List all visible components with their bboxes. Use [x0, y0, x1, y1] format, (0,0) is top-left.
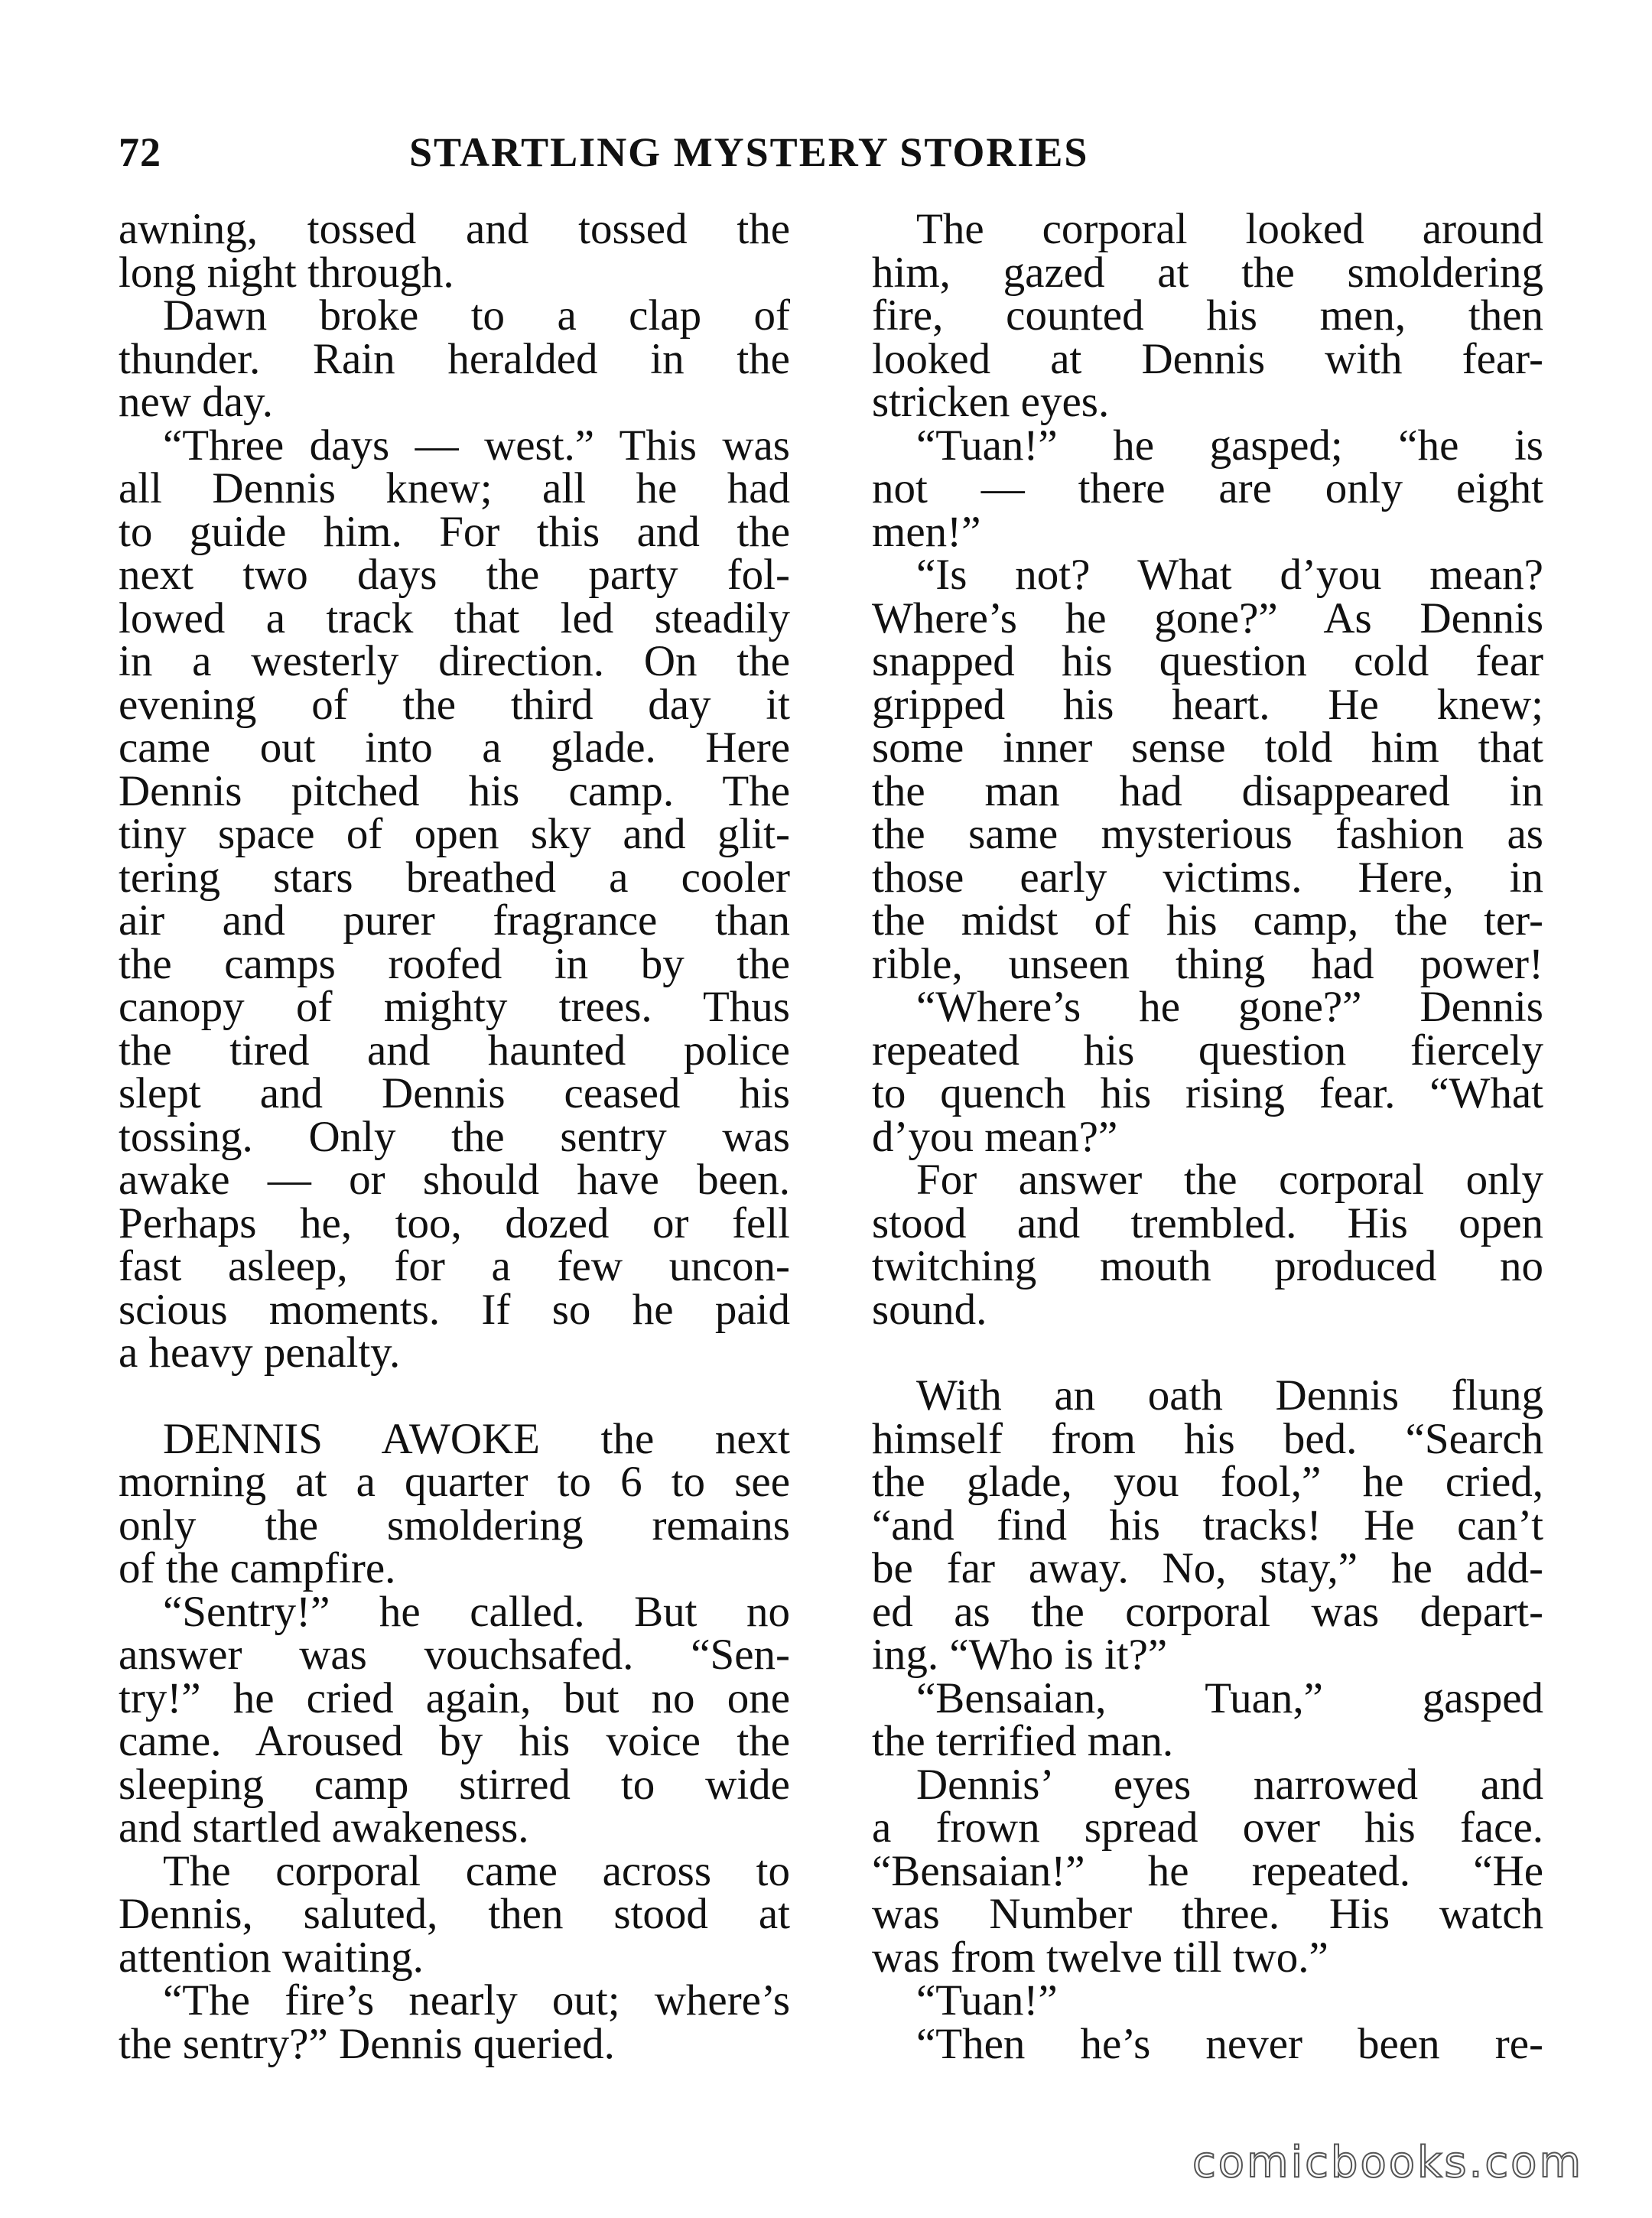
text-line: fire, counted his men, then [872, 291, 1543, 340]
text-line: of the campfire. [119, 1544, 396, 1592]
text-line: attention waiting. [119, 1933, 424, 1982]
text-line: answer was vouchsafed. “Sen- [119, 1631, 790, 1679]
text-column-right [872, 205, 1543, 2068]
text-line: the sentry?” Dennis queried. [119, 2019, 615, 2068]
text-line: gripped his heart. He knew; [872, 680, 1543, 729]
text-line: be far away. No, stay,” he add- [872, 1544, 1543, 1592]
text-line: Dennis, saluted, then stood at [119, 1890, 790, 1938]
text-line: snapped his question cold fear [872, 637, 1543, 685]
text-line: “Is not? What d’you mean? [916, 551, 1543, 599]
text-line: repeated his question fiercely [872, 1026, 1543, 1075]
text-line: “Tuan!” he gasped; “he is [916, 421, 1543, 470]
text-line: twitching mouth produced no [872, 1242, 1543, 1290]
text-line: Perhaps he, too, dozed or fell [119, 1198, 790, 1247]
text-line: scious moments. If so he paid [119, 1285, 790, 1334]
text-line: looked at Dennis with fear- [872, 334, 1543, 383]
text-column-left [119, 205, 790, 2068]
text-line: “and find his tracks! He can’t [872, 1501, 1543, 1550]
text-line: all Dennis knew; all he had [119, 464, 790, 512]
section-break [872, 1332, 1543, 1374]
text-line: awning, tossed and tossed the [119, 205, 790, 253]
text-line: “Three days — west.” This was [163, 421, 790, 470]
text-line: DENNIS AWOKE the next [163, 1414, 790, 1463]
text-line: “Then he’s never been re- [916, 2019, 1543, 2068]
text-line: ed as the corporal was depart- [872, 1587, 1543, 1636]
text-line: For answer the corporal only [916, 1156, 1543, 1204]
page-number: 72 [119, 129, 161, 175]
text-line: long night through. [119, 248, 454, 297]
text-line: fast asleep, for a few uncon- [119, 1242, 790, 1290]
text-line: “Sentry!” he called. But no [163, 1587, 790, 1636]
text-line: stood and trembled. His open [872, 1198, 1543, 1247]
text-line: the glade, you fool,” he cried, [872, 1458, 1543, 1506]
text-line: With an oath Dennis flung [916, 1371, 1543, 1420]
text-line: some inner sense told him that [872, 724, 1543, 772]
text-line: tiny space of open sky and glit- [119, 810, 790, 858]
text-line: Where’s he gone?” As Dennis [872, 594, 1543, 642]
text-line: the tired and haunted police [119, 1026, 790, 1075]
running-title: STARTLING MYSTERY STORIES [409, 129, 1089, 175]
text-line: those early victims. Here, in [872, 853, 1543, 902]
text-line: came. Aroused by his voice the [119, 1717, 790, 1765]
text-line: canopy of mighty trees. Thus [119, 983, 790, 1031]
text-line: to quench his rising fear. “What [872, 1069, 1543, 1117]
text-line: morning at a quarter to 6 to see [119, 1458, 790, 1506]
text-line: sound. [872, 1285, 987, 1334]
text-line: “The fire’s nearly out; where’s [163, 1976, 790, 2024]
text-line: “Bensaian!” he repeated. “He [872, 1846, 1543, 1895]
text-line: himself from his bed. “Search [872, 1414, 1543, 1463]
text-line: “Tuan!” [916, 1976, 1058, 2024]
text-line: “Bensaian, Tuan,” gasped [916, 1673, 1543, 1722]
text-line: the camps roofed in by the [119, 939, 790, 988]
text-line: slept and Dennis ceased his [119, 1069, 790, 1117]
text-line: “Where’s he gone?” Dennis [916, 983, 1543, 1031]
text-line: thunder. Rain heralded in the [119, 334, 790, 383]
text-line: the midst of his camp, the ter- [872, 896, 1543, 945]
text-line: Dawn broke to a clap of [163, 291, 790, 340]
text-line: tossing. Only the sentry was [119, 1112, 790, 1161]
text-line: air and purer fragrance than [119, 896, 790, 945]
running-header [119, 128, 1533, 182]
text-line: not — there are only eight [872, 464, 1543, 512]
text-line: evening of the third day it [119, 680, 790, 729]
text-line: The corporal looked around [916, 205, 1543, 253]
text-line: the terrified man. [872, 1717, 1174, 1765]
text-line: new day. [119, 378, 274, 426]
text-line: the same mysterious fashion as [872, 810, 1543, 858]
text-line: was from twelve till two.” [872, 1933, 1328, 1982]
text-line: a frown spread over his face. [872, 1803, 1543, 1852]
section-break [119, 1375, 790, 1418]
text-line: awake — or should have been. [119, 1156, 790, 1204]
text-line: only the smoldering remains [119, 1501, 790, 1550]
text-line: lowed a track that led steadily [119, 594, 790, 642]
text-line: the man had disappeared in [872, 766, 1543, 815]
text-line: him, gazed at the smoldering [872, 248, 1543, 297]
text-line: rible, unseen thing had power! [872, 939, 1543, 988]
text-line: stricken eyes. [872, 378, 1110, 426]
text-line: and startled awakeness. [119, 1803, 529, 1852]
text-line: Dennis pitched his camp. The [119, 766, 790, 815]
text-line: ing. “Who is it?” [872, 1631, 1168, 1679]
text-line: to guide him. For this and the [119, 507, 790, 556]
text-line: came out into a glade. Here [119, 724, 790, 772]
text-line: d’you mean?” [872, 1112, 1118, 1161]
text-line: a heavy penalty. [119, 1329, 401, 1377]
text-line: was Number three. His watch [872, 1890, 1543, 1938]
text-line: try!” he cried again, but no one [119, 1673, 790, 1722]
text-line: tering stars breathed a cooler [119, 853, 790, 902]
text-line: in a westerly direction. On the [119, 637, 790, 685]
text-line: next two days the party fol- [119, 551, 790, 599]
watermark: comicbooks.com [1192, 2138, 1583, 2187]
text-line: Dennis’ eyes narrowed and [916, 1760, 1543, 1809]
text-line: The corporal came across to [163, 1846, 790, 1895]
text-line: sleeping camp stirred to wide [119, 1760, 790, 1809]
text-line: men!” [872, 507, 981, 556]
